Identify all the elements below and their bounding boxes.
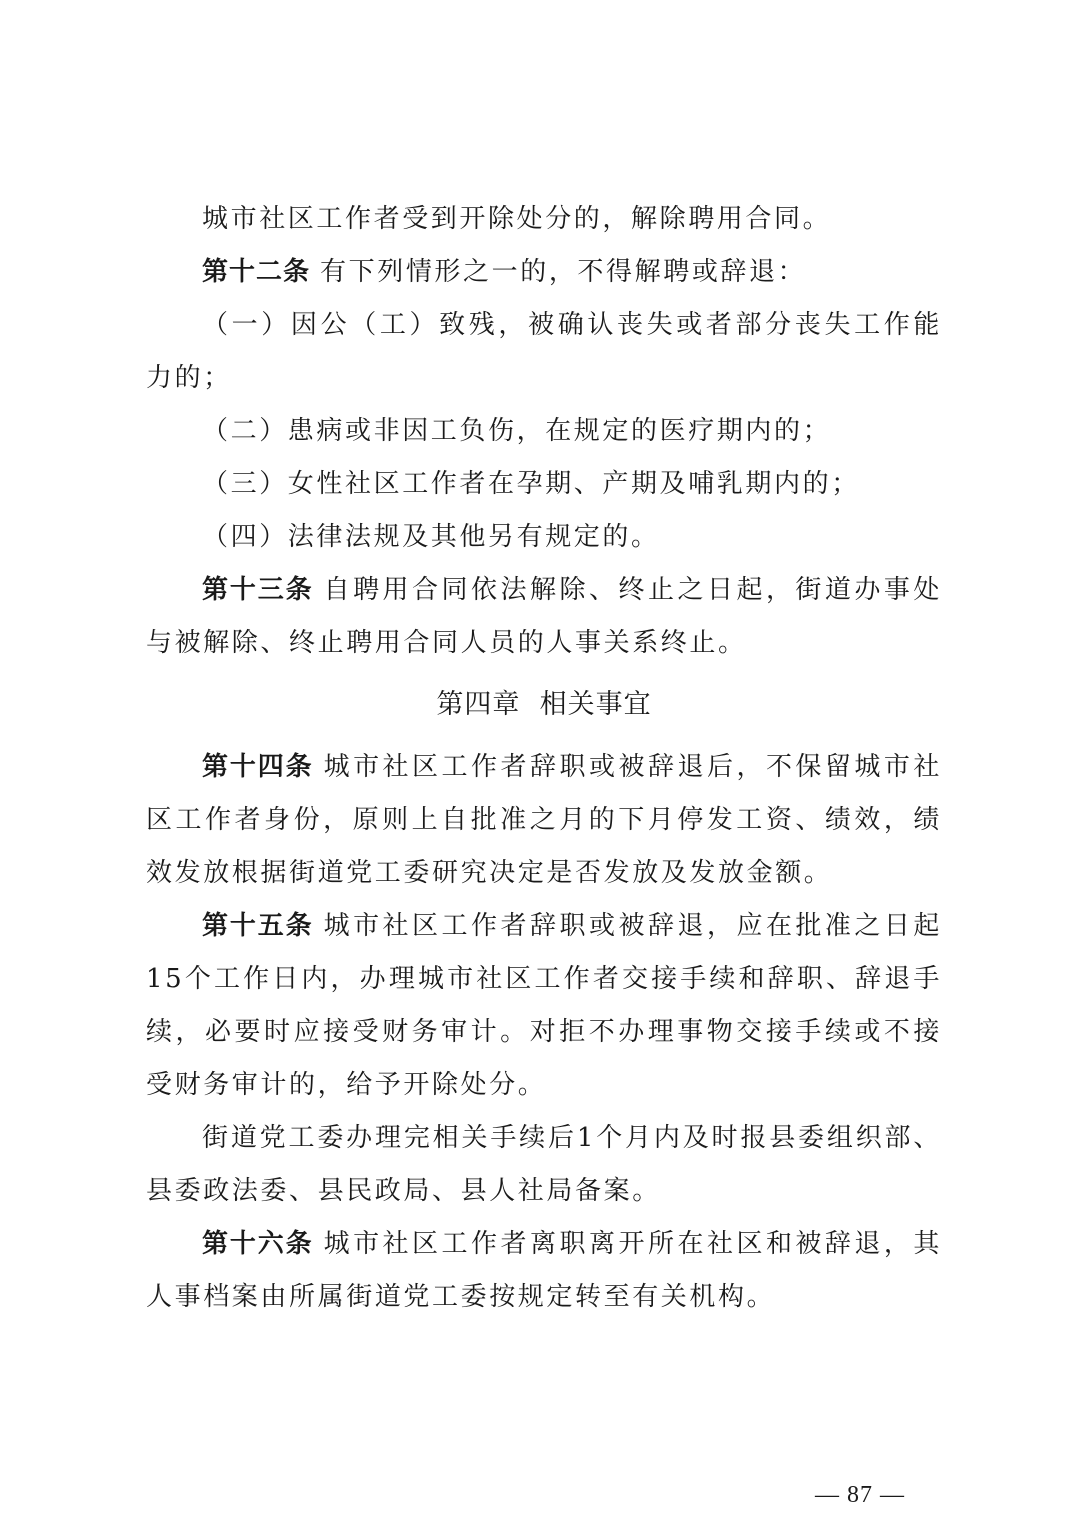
chapter-heading: 第四章 相关事宜 — [436, 689, 652, 720]
list-item-1 — [146, 299, 942, 405]
article-label: 第十六条 — [202, 1229, 314, 1259]
article-label: 第十二条 — [202, 257, 311, 287]
article-label: 第十五条 — [202, 911, 314, 941]
list-item-text: （三）女性社区工作者在孕期、产期及哺乳期内的； — [202, 469, 860, 499]
list-item-text: （一）因公（工）致残，被确认丧失或者部分丧失工作能力的； — [146, 310, 942, 393]
document-body — [146, 193, 942, 1324]
list-item-4 — [146, 511, 942, 564]
article-15 — [146, 900, 942, 1112]
paragraph-text: 城市社区工作者受到开除处分的，解除聘用合同。 — [202, 204, 832, 234]
article-16 — [146, 1218, 942, 1324]
article-label: 第十三条 — [202, 575, 314, 605]
list-item-2 — [146, 405, 942, 458]
page-number: — 87 — — [815, 1482, 905, 1508]
paragraph-text: 街道党工委办理完相关手续后1个月内及时报县委组织部、县委政法委、县民政局、县人社局备案。 — [146, 1123, 942, 1206]
article-text: 城市社区工作者辞职或被辞退后，不保留城市社区工作者身份，原则上自批准之月的下月停发工资、绩效，绩效发放根据街道党工委研究决定是否发放及发放金额。 — [146, 752, 942, 888]
list-item-text: （二）患病或非因工负伤，在规定的医疗期内的； — [202, 416, 832, 446]
article-13 — [146, 564, 942, 670]
list-item-3 — [146, 458, 942, 511]
article-label: 第十四条 — [202, 752, 314, 782]
article-text: 有下列情形之一的，不得解聘或辞退： — [320, 257, 807, 287]
article-text: 自聘用合同依法解除、终止之日起，街道办事处与被解除、终止聘用合同人员的人事关系终止。 — [146, 575, 942, 658]
paragraph-dismissal — [146, 193, 942, 246]
article-text: 城市社区工作者离职离开所在社区和被辞退，其人事档案由所属街道党工委按规定转至有关机构。 — [146, 1229, 942, 1312]
article-12 — [146, 246, 942, 299]
article-text: 城市社区工作者辞职或被辞退，应在批准之日起15个工作日内，办理城市社区工作者交接手续和辞职、辞退手续，必要时应接受财务审计。对拒不办理事物交接手续或不接受财务审计的，给予开除处分。 — [146, 911, 942, 1100]
list-item-text: （四）法律法规及其他另有规定的。 — [202, 522, 660, 552]
paragraph-report — [146, 1112, 942, 1218]
article-14 — [146, 741, 942, 900]
